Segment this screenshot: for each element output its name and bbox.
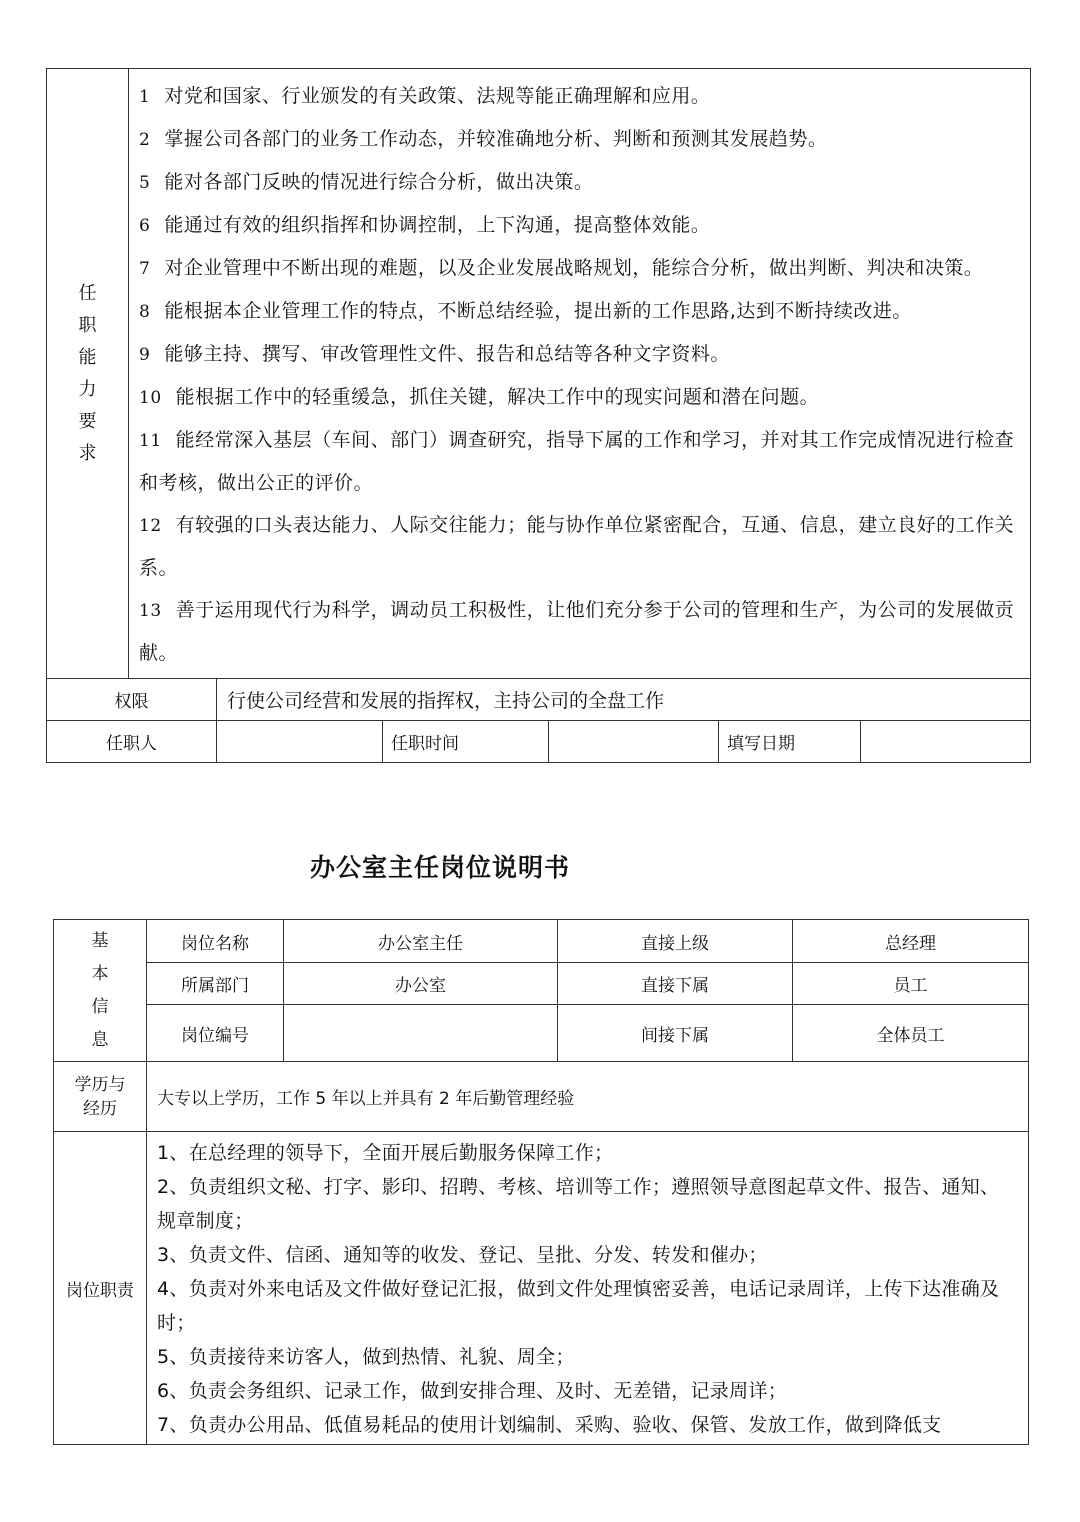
authority-row — [47, 679, 1031, 721]
requirement-item: 5 能对各部门反映的情况进行综合分析，做出决策。 — [139, 171, 594, 193]
duty-item: 5、负责接待来访客人，做到热情、礼貌、周全； — [157, 1346, 575, 1368]
duties-list — [147, 1132, 1029, 1445]
requirements-header: 任 职 能 力 要 求 — [47, 69, 129, 679]
basic-info-row-3 — [54, 1005, 1029, 1062]
requirement-item: 9 能够主持、撰写、审改管理性文件、报告和总结等各种文字资料。 — [139, 343, 730, 365]
duty-item: 6、负责会务组织、记录工作，做到安排合理、及时、无差错，记录周详； — [157, 1380, 787, 1402]
requirement-item: 10 能根据工作中的轻重缓急，抓住关键，解决工作中的现实问题和潜在问题。 — [139, 386, 820, 408]
document-title: 办公室主任岗位说明书 — [309, 853, 570, 882]
requirement-item: 7 对企业管理中不断出现的难题，以及企业发展战略规划，能综合分析，做出判断、判决和决策。 — [139, 257, 984, 279]
requirement-item: 12 有较强的口头表达能力、人际交往能力；能与协作单位紧密配合，互通、信息，建立良好的工作关系。 — [139, 514, 1015, 579]
authority-text: 行使公司经营和发展的指挥权，主持公司的全盘工作 — [217, 679, 1031, 721]
duty-item: 2、负责组织文秘、打字、影印、招聘、考核、培训等工作；遵照领导意图起草文件、报告、通知、规章制度； — [157, 1176, 1000, 1232]
requirements-row — [47, 69, 1031, 679]
duty-item: 4、负责对外来电话及文件做好登记汇报，做到文件处理慎密妥善，电话记录周详，上传下达准确及时； — [157, 1278, 1000, 1334]
direct-superior-label: 直接上级 — [558, 920, 793, 963]
requirement-item: 6 能通过有效的组织指挥和协调控制，上下沟通，提高整体效能。 — [139, 214, 711, 236]
tenure-value — [549, 721, 719, 763]
requirements-list — [129, 69, 1031, 679]
job-description-table — [53, 919, 1029, 1445]
authority-label: 权限 — [47, 679, 217, 721]
basic-info-row-1 — [54, 920, 1029, 963]
department-value: 办公室 — [284, 963, 558, 1005]
requirement-item: 8 能根据本企业管理工作的特点，不断总结经验，提出新的工作思路,达到不断持续改进。 — [139, 300, 912, 322]
direct-subordinate-value: 员工 — [793, 963, 1029, 1005]
tenure-label: 任职时间 — [383, 721, 549, 763]
duties-row — [54, 1132, 1029, 1445]
education-label: 学历与 经历 — [54, 1062, 147, 1132]
signature-row — [47, 721, 1031, 763]
holder-label: 任职人 — [47, 721, 217, 763]
duties-label: 岗位职责 — [54, 1132, 147, 1445]
position-name-value: 办公室主任 — [284, 920, 558, 963]
requirement-item: 13 善于运用现代行为科学，调动员工积极性，让他们充分参于公司的管理和生产，为公司的发展做贡献。 — [139, 599, 1015, 664]
position-name-label: 岗位名称 — [147, 920, 284, 963]
requirement-item: 1 对党和国家、行业颁发的有关政策、法规等能正确理解和应用。 — [139, 85, 711, 107]
education-row — [54, 1062, 1029, 1132]
direct-subordinate-label: 直接下属 — [558, 963, 793, 1005]
indirect-subordinate-label: 间接下属 — [558, 1005, 793, 1062]
basic-info-header: 基 本 信 息 — [54, 920, 147, 1062]
duty-item: 3、负责文件、信函、通知等的收发、登记、呈批、分发、转发和催办； — [157, 1244, 768, 1266]
basic-info-row-2 — [54, 963, 1029, 1005]
requirement-item: 2 掌握公司各部门的业务工作动态，并较准确地分析、判断和预测其发展趋势。 — [139, 128, 828, 150]
education-text: 大专以上学历，工作 5 年以上并具有 2 年后勤管理经验 — [147, 1062, 1029, 1132]
direct-superior-value: 总经理 — [793, 920, 1029, 963]
date-label: 填写日期 — [719, 721, 861, 763]
position-code-label: 岗位编号 — [147, 1005, 284, 1062]
holder-value — [217, 721, 383, 763]
department-label: 所属部门 — [147, 963, 284, 1005]
indirect-subordinate-value: 全体员工 — [793, 1005, 1029, 1062]
duty-item: 7、负责办公用品、低值易耗品的使用计划编制、采购、验收、保管、发放工作，做到降低支 — [157, 1414, 942, 1436]
job-requirements-table — [46, 68, 1031, 763]
date-value — [861, 721, 1031, 763]
duty-item: 1、在总经理的领导下，全面开展后勤服务保障工作； — [157, 1142, 614, 1164]
requirement-item: 11 能经常深入基层（车间、部门）调查研究，指导下属的工作和学习，并对其工作完成情况进行检查和考核，做出公正的评价。 — [139, 429, 1015, 494]
position-code-value — [284, 1005, 558, 1062]
